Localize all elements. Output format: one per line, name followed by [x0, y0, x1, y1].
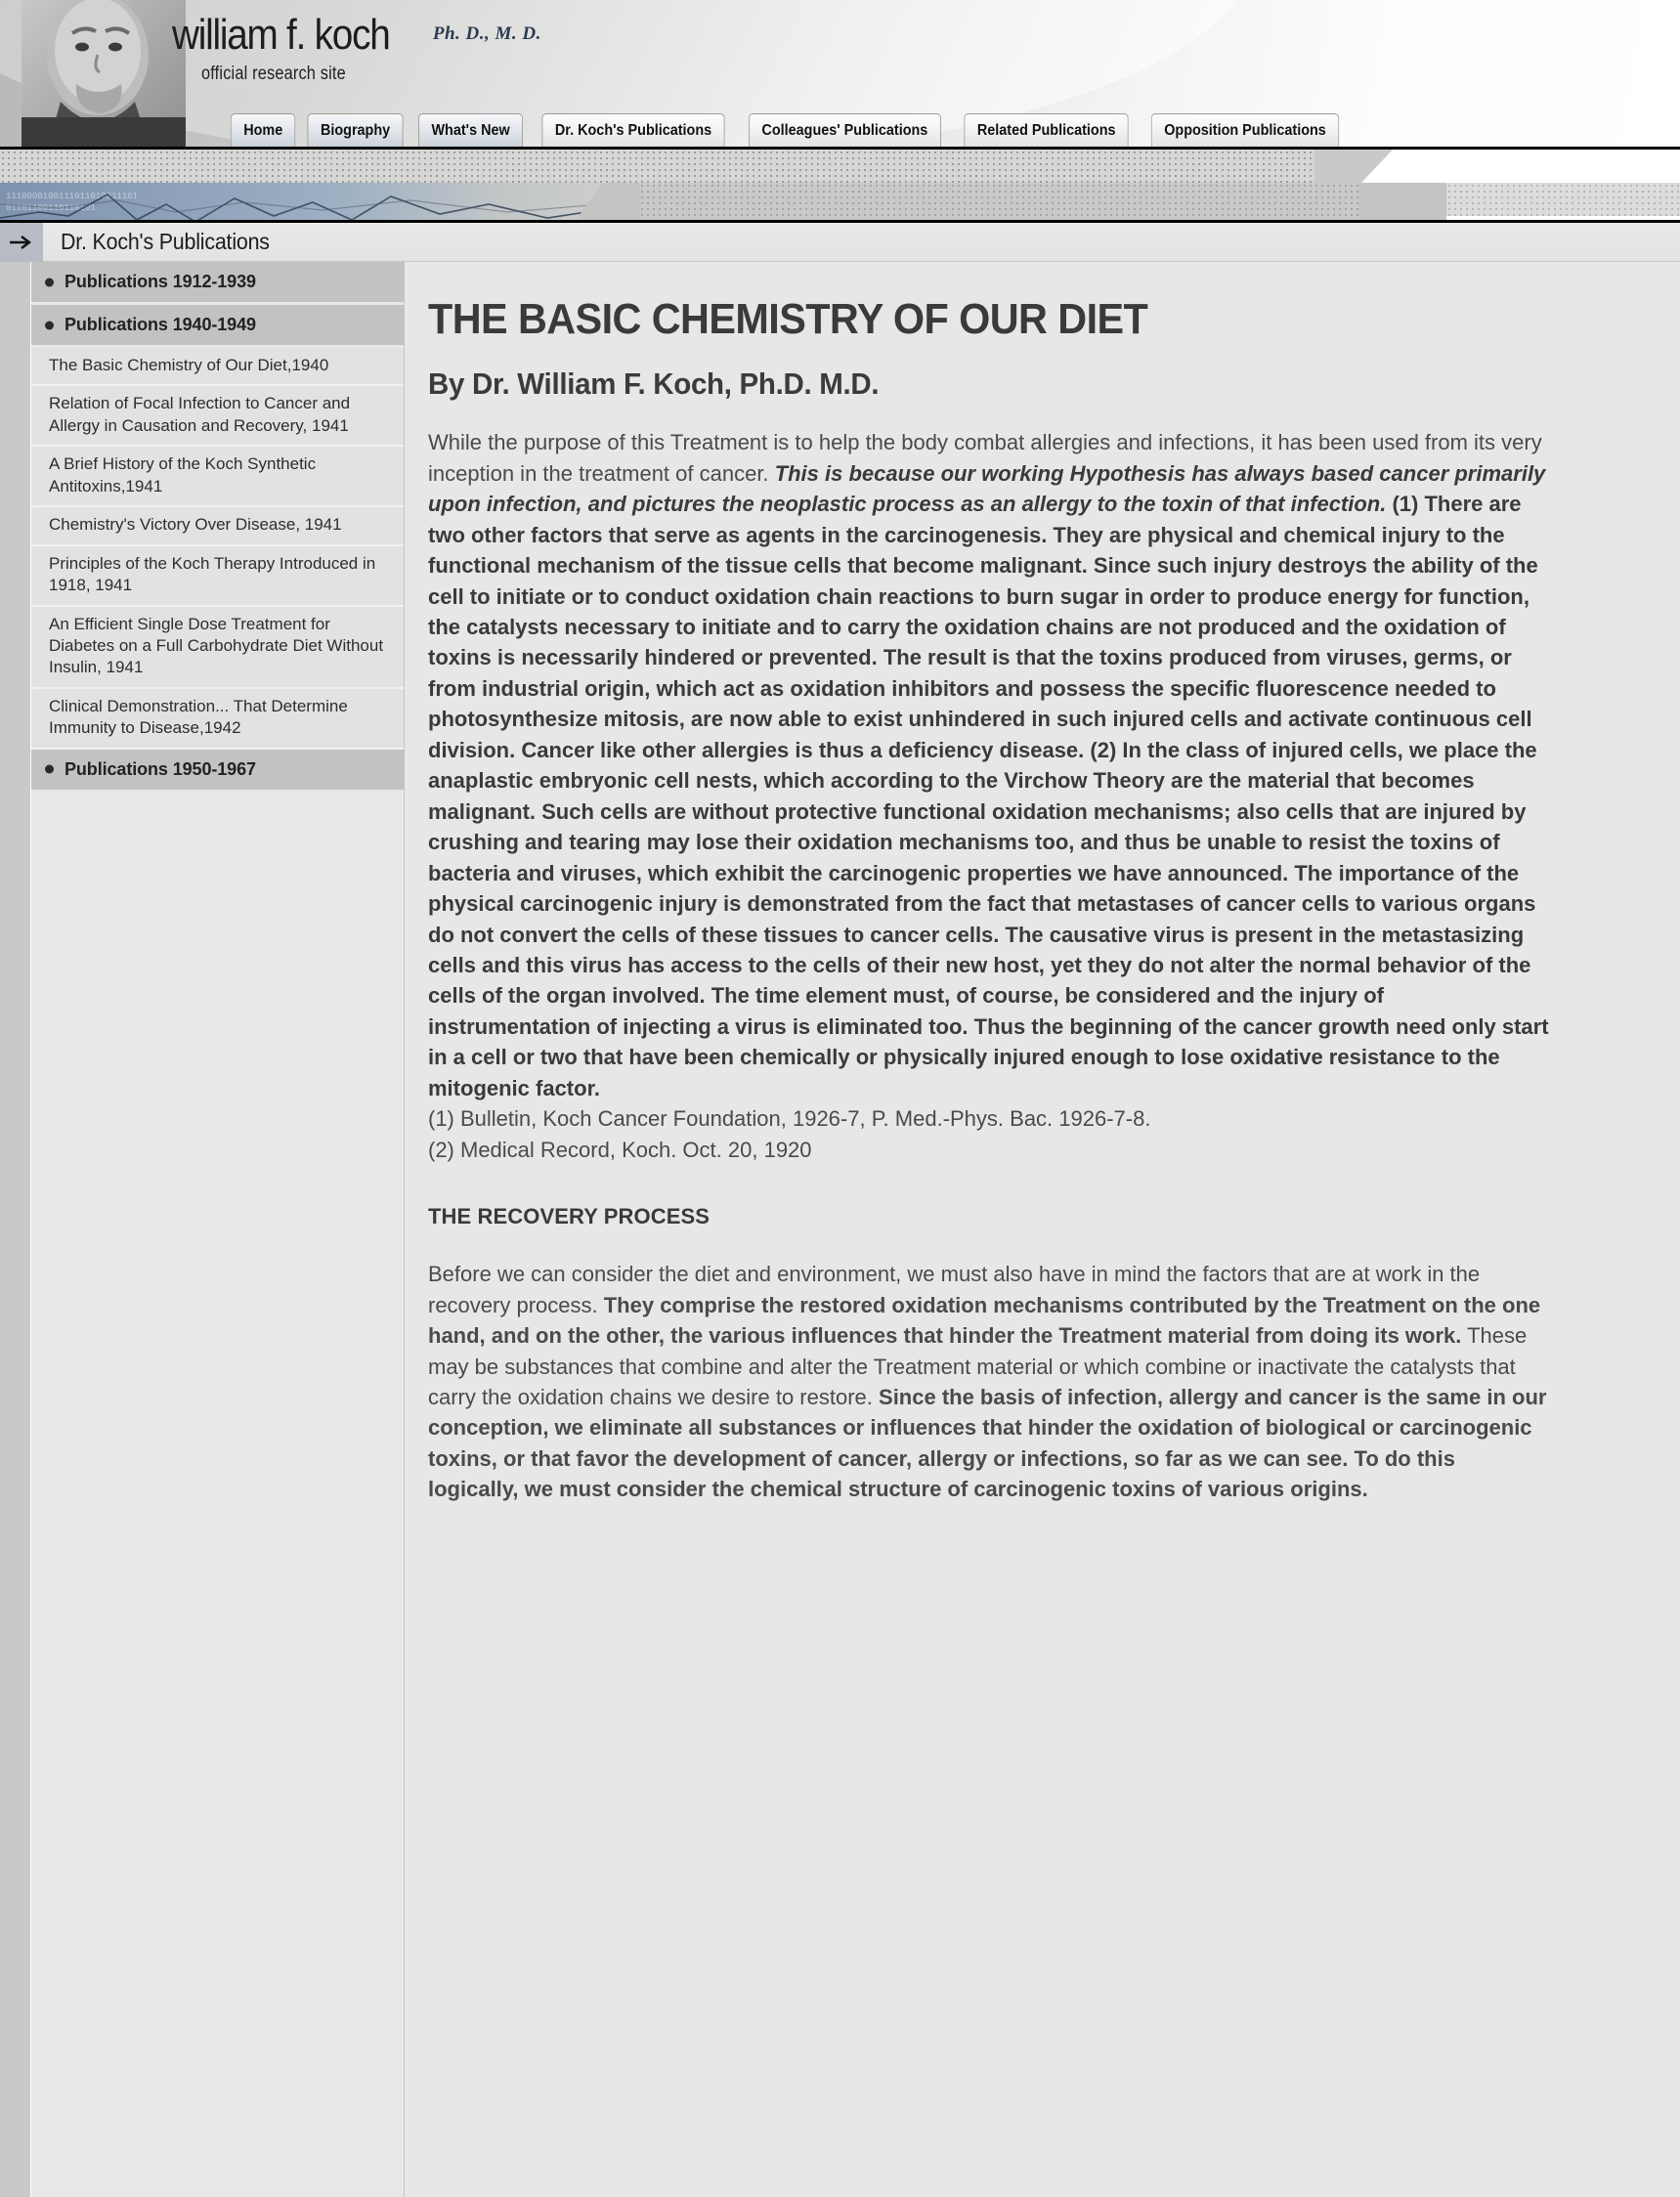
svg-text:1110000100111011010011101: 1110000100111011010011101	[6, 192, 139, 201]
header-decoration-strip	[0, 147, 1680, 223]
recovery-bold-text-2: Since the basis of infection, allergy and cancer is the same in our conception, we eliminate all substances or influences that hinder the oxidation of biological or carcinogenic toxins, or that favor the development of cancer, allergy or infections, so far as we can see. To do this logically, we must consider the chemical structure of carcinogenic toxins of various origins.	[428, 1384, 1547, 1502]
dotted-band-taper	[1314, 150, 1393, 183]
article-references	[428, 1103, 1614, 1165]
sidebar-item[interactable]: Relation of Focal Infection to Cancer and Allergy in Causation and Recovery, 1941	[31, 386, 404, 447]
dotted-band-right	[1446, 183, 1680, 216]
page-body	[0, 262, 1680, 2197]
svg-text:01101100110110101: 01101100110110101	[6, 203, 96, 213]
intro-italic-text: This is because our working Hypothesis has always based cancer primarily upon infection, and pictures the neoplastic process as an allergy to the toxin of that infection.	[428, 460, 1546, 517]
recovery-process-paragraph	[428, 1259, 1550, 1505]
sidebar-item[interactable]: A Brief History of the Koch Synthetic Antitoxins,1941	[31, 447, 404, 507]
article-byline: By Dr. William F. Koch, Ph.D. M.D.	[428, 366, 880, 402]
brand-subtitle: official research site	[201, 64, 346, 84]
brand-name: william f. koch	[172, 11, 390, 59]
nav-tab-label: Colleagues' Publications	[761, 121, 928, 139]
sidebar-section-publications-1912-1939[interactable]	[31, 262, 404, 302]
dotted-pattern-band-lower	[616, 183, 1358, 222]
nav-tab-home[interactable]	[231, 113, 296, 147]
article-content	[405, 262, 1680, 2197]
bullet-icon	[45, 321, 54, 329]
nav-tab-dr-koch-s-publications[interactable]	[541, 113, 724, 147]
site-brand	[172, 11, 541, 85]
sidebar-item[interactable]: Principles of the Koch Therapy Introduced in 1918, 1941	[31, 546, 404, 607]
recovery-plain-text: Before we can consider the diet and environment, we must also have in mind the factors that are at work in the recovery process.	[428, 1262, 1481, 1317]
sidebar-section-publications-1950-1967[interactable]	[31, 750, 404, 790]
nav-tab-opposition-publications[interactable]	[1151, 113, 1340, 147]
recovery-process-heading: THE RECOVERY PROCESS	[428, 1204, 711, 1229]
nav-tab-what-s-new[interactable]	[418, 113, 523, 147]
page-title: THE BASIC CHEMISTRY OF OUR DIET	[428, 295, 1148, 343]
koch-portrait-photo	[22, 0, 186, 147]
breadcrumb-label: Dr. Koch's Publications	[61, 229, 270, 254]
sidebar-item[interactable]: Chemistry's Victory Over Disease, 1941	[31, 507, 404, 545]
nav-tab-label: Related Publications	[976, 121, 1116, 139]
breadcrumb	[0, 223, 1680, 262]
sidebar-section-label: Publications 1940-1949	[65, 315, 256, 334]
recovery-plain-text-2: These may be substances that combine and alter the Treatment material or which combine or inactivate the catalysts that carry the oxidation chains we desire to restore.	[428, 1323, 1528, 1409]
sidebar-section-publications-1940-1949[interactable]	[31, 305, 404, 345]
bullet-icon	[45, 278, 54, 286]
sidebar-section-label: Publications 1912-1939	[65, 272, 256, 291]
nav-tab-colleagues-publications[interactable]	[749, 113, 941, 147]
reference-item: (2) Medical Record, Koch. Oct. 20, 1920	[428, 1137, 812, 1162]
sidebar-item[interactable]: The Basic Chemistry of Our Diet,1940	[31, 348, 404, 386]
left-gutter	[0, 262, 31, 2197]
intro-bold-text: (1) There are two other factors that serve as agents in the carcinogenesis. They are physical and chemical injury to the functional mechanism of the tissue cells that become malignant. Since such injury destroys the ability of the cell to initiate or to conduct oxidation chain reactions to burn sugar in order to produce energy for function, the catalysts necessary to initiate and to carry the oxidation chains are not produced and the oxidation of toxins is necessarily hindered or prevented. The result is that the toxins produced from viruses, germs, or from industrial origin, which act as oxidation inhibitors and possess the specific fluorescence needed to photosynthesize mitosis, are now able to exist unhindered in such injured cells and activate continuous cell division. Cancer like other allergies is thus a deficiency disease. (2) In the class of injured cells, we place the anaplastic embryonic cell nests, which according to the Virchow Theory are the material that becomes malignant. Such cells are without protective functional oxidation mechanisms; also cells that are injured by crushing and tearing may lose their oxidation mechanisms too, and thus be unable to resist the toxins of bacteria and viruses, which exhibit the carcinogenic properties we have announced. The importance of the physical carcinogenic injury is demonstrated from the fact that metastases of cancer cells to various organs do not convert the cells of these tissues to cancer cells. The causative virus is present in the metastasizing cells and this virus has access to the cells of their new host, yet they do not alter the normal behavior of the cells of the organ involved. The time element must, of course, be considered and the injury of instrumentation of injecting a virus is eliminated too. Thus the beginning of the cancer growth need only start in a cell or two that have been chemically or physically injured enough to lose oxidative resistance to the mitogenic factor.	[428, 492, 1549, 1100]
brand-degrees: Ph. D., M. D.	[432, 23, 541, 44]
intro-plain-text: While the purpose of this Treatment is to help the body combat allergies and infections, it has been used from its very inception in the treatment of cancer.	[428, 430, 1542, 486]
nav-tab-label: Home	[243, 121, 283, 139]
arrow-right-icon[interactable]	[0, 223, 43, 262]
main-navigation-tabs	[227, 108, 1353, 147]
nav-tab-biography[interactable]	[308, 113, 404, 147]
publications-sidebar	[31, 262, 405, 2197]
reference-item: (1) Bulletin, Koch Cancer Foundation, 1926-7, P. Med.-Phys. Bac. 1926-7-8.	[428, 1106, 1151, 1132]
dotted-pattern-band	[0, 150, 1314, 183]
article-intro-paragraph	[428, 427, 1550, 1103]
recovery-bold-text: They comprise the restored oxidation mechanisms contributed by the Treatment on the one hand, and on the other, the various influences that hinder the Treatment material from doing its work.	[428, 1292, 1541, 1349]
nav-tab-label: Dr. Koch's Publications	[554, 121, 711, 139]
sidebar-item[interactable]: An Efficient Single Dose Treatment for Diabetes on a Full Carbohydrate Diet Without Insulin, 1941	[31, 607, 404, 689]
nav-tab-label: What's New	[431, 121, 510, 139]
nav-tab-label: Biography	[321, 121, 391, 139]
bullet-icon	[45, 765, 54, 774]
sidebar-section-label: Publications 1950-1967	[65, 758, 256, 779]
site-banner	[0, 0, 1680, 147]
nav-tab-label: Opposition Publications	[1164, 121, 1326, 139]
nav-tab-related-publications[interactable]	[964, 113, 1129, 147]
sidebar-item[interactable]: Clinical Demonstration... That Determine Immunity to Disease,1942	[31, 689, 404, 750]
